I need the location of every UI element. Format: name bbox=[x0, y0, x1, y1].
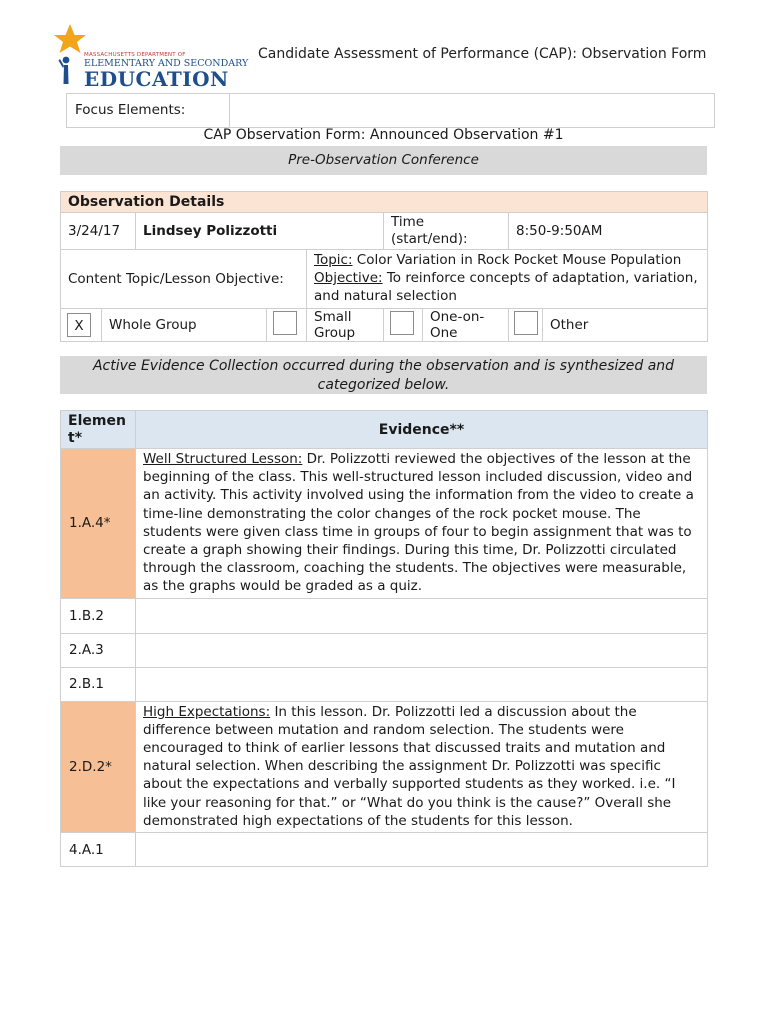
pre-observation-banner: Pre-Observation Conference bbox=[60, 146, 707, 175]
focus-elements-label: Focus Elements: bbox=[67, 94, 230, 127]
grouping-checkbox-cell bbox=[267, 309, 307, 342]
observation-date: 3/24/17 bbox=[61, 213, 136, 250]
time-value: 8:50-9:50AM bbox=[509, 213, 708, 250]
one-on-one-label: One-on-One bbox=[423, 309, 509, 342]
element-code: 1.A.4* bbox=[61, 449, 136, 599]
active-evidence-banner: Active Evidence Collection occurred during the observation and is synthesized and categorized below. bbox=[60, 356, 707, 394]
whole-group-label: Whole Group bbox=[102, 309, 267, 342]
element-code: 1.B.2 bbox=[61, 598, 136, 633]
evidence-text: In this lesson. Dr. Polizzotti led a discussion about the difference between mutation and random selection. The students were encouraged to think of earlier lessons that discussed traits and mutation and natural selection. When describing the assignment Dr. Polizzotti was specific about the expectations and verbally supported students as they worked. i.e. “I like your reasoning for that.” or “What do you think is the cause?” Overall she demonstrated high expectations of the students for this lesson. bbox=[143, 703, 676, 829]
table-row bbox=[61, 701, 708, 832]
element-code: 4.A.1 bbox=[61, 833, 136, 867]
grouping-checkbox-cell bbox=[384, 309, 423, 342]
objective-label: Objective: bbox=[314, 270, 383, 286]
time-label: Time (start/end): bbox=[384, 213, 509, 250]
page-header-title: Candidate Assessment of Performance (CAP): Observation Form bbox=[258, 46, 707, 62]
table-row bbox=[61, 449, 708, 599]
evidence-cell[interactable] bbox=[136, 633, 708, 667]
evidence-text: Dr. Polizzotti reviewed the objectives of the lesson at the beginning of the class. This well-structured lesson included discussion, video and an activity. This activity involved using the information from the video to create a time-line demonstrating the color changes of the rock pocket mouse. The students were given class time in groups of four to begin assignment that was to create a graph showing their findings. During this time, Dr. Polizzotti circulated through the classroom, coaching the students. The objectives were measurable, as the graphs would be graded as a quiz. bbox=[143, 451, 694, 595]
small-group-label: Small Group bbox=[307, 309, 384, 342]
topic-objective-cell bbox=[307, 250, 708, 309]
topic-objective-label: Content Topic/Lesson Objective: bbox=[61, 250, 307, 309]
table-row bbox=[61, 667, 708, 701]
logo-text-mid: ELEMENTARY AND SECONDARY bbox=[84, 58, 249, 69]
table-row bbox=[61, 633, 708, 667]
topic-label: Topic: bbox=[314, 252, 353, 268]
evidence-heading: Well Structured Lesson: bbox=[143, 451, 303, 467]
table-row bbox=[61, 598, 708, 633]
topic-value: Color Variation in Rock Pocket Mouse Population bbox=[352, 252, 682, 268]
evidence-cell bbox=[136, 701, 708, 832]
observation-details-table bbox=[60, 191, 708, 342]
whole-group-checkbox[interactable]: X bbox=[67, 313, 91, 337]
observation-details-heading: Observation Details bbox=[61, 192, 708, 213]
small-group-checkbox[interactable] bbox=[273, 311, 297, 335]
focus-elements-table bbox=[66, 93, 715, 128]
one-on-one-checkbox[interactable] bbox=[390, 311, 414, 335]
logo-text-top: MASSACHUSETTS DEPARTMENT OF bbox=[84, 52, 186, 58]
element-code: 2.B.1 bbox=[61, 667, 136, 701]
candidate-name: Lindsey Polizzotti bbox=[136, 213, 384, 250]
evidence-cell[interactable] bbox=[136, 833, 708, 867]
evidence-cell[interactable] bbox=[136, 667, 708, 701]
logo-text-main: EDUCATION bbox=[84, 67, 229, 91]
evidence-cell[interactable] bbox=[136, 598, 708, 633]
evidence-heading: High Expectations: bbox=[143, 703, 271, 720]
table-row bbox=[61, 833, 708, 867]
element-column-header: Element* bbox=[61, 411, 136, 449]
element-code: 2.D.2* bbox=[61, 701, 136, 832]
form-title: CAP Observation Form: Announced Observation #1 bbox=[203, 127, 564, 143]
ese-logo bbox=[52, 22, 249, 92]
evidence-column-header: Evidence** bbox=[136, 411, 708, 449]
evidence-cell bbox=[136, 449, 708, 599]
objective-value: To reinforce concepts of adaptation, variation, and natural selection bbox=[314, 270, 698, 304]
other-checkbox[interactable] bbox=[514, 311, 538, 335]
other-label: Other bbox=[543, 309, 708, 342]
evidence-table bbox=[60, 410, 708, 867]
grouping-checkbox-cell bbox=[509, 309, 543, 342]
focus-elements-value[interactable] bbox=[230, 94, 714, 127]
grouping-checkbox-cell bbox=[61, 309, 102, 342]
element-code: 2.A.3 bbox=[61, 633, 136, 667]
